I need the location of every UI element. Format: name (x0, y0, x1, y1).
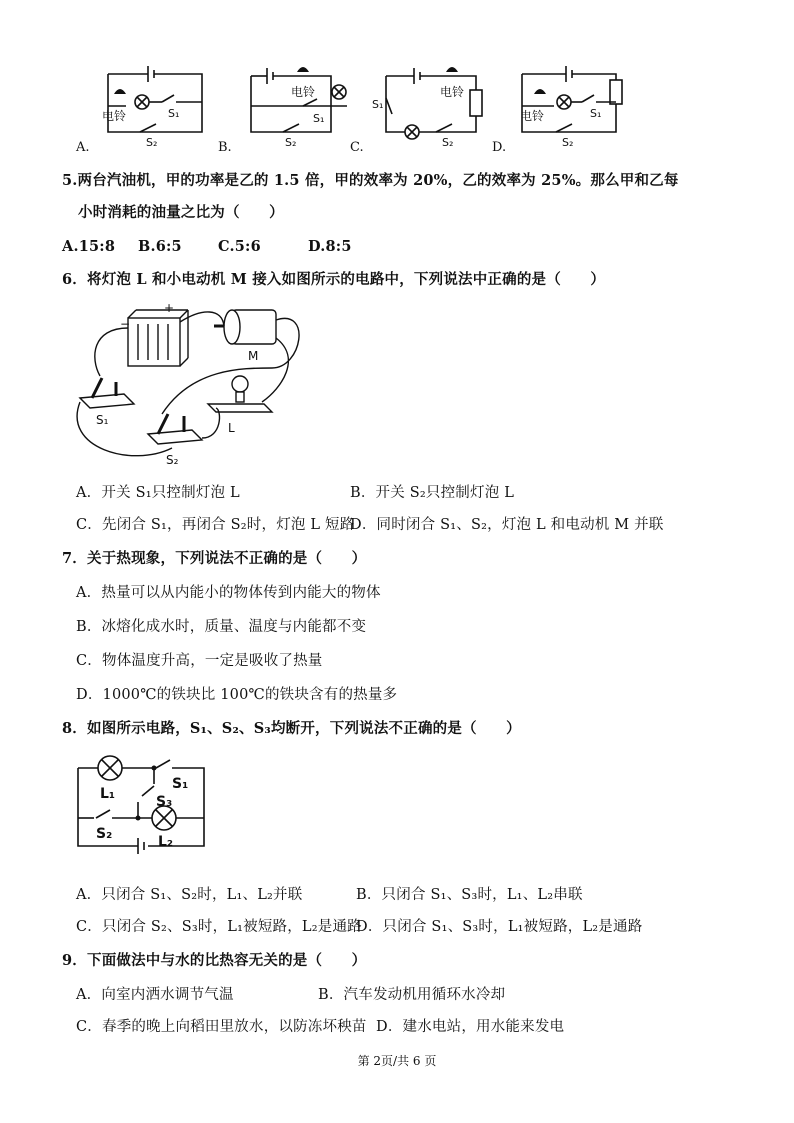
q8-fig-s1: S₁ (172, 776, 189, 792)
bell-label: 电铃 (102, 109, 127, 123)
circuit-figure-c (372, 62, 482, 149)
q6-fig-s1: S₁ (96, 413, 109, 427)
q7-option-d: D．1000℃的铁块比 100℃的铁块含有的热量多 (76, 687, 398, 703)
s1-label: S₁ (590, 107, 602, 120)
q6-fig-minus: − (120, 317, 131, 331)
q8-option-a: A．只闭合 S₁、S₂时，L₁、L₂并联 (76, 887, 303, 903)
q6-option-a: A．开关 S₁只控制灯泡 L (76, 485, 240, 501)
q6-physical-circuit-figure (72, 298, 312, 478)
s1-label: S₁ (168, 107, 180, 120)
page-number-footer: 第 2页/共 6 页 (357, 1054, 437, 1068)
option-d-label: D. (492, 140, 507, 155)
q5-option-c: C.5:6 (218, 238, 261, 255)
q6-fig-plus: + (164, 301, 175, 315)
q7-option-b: B．冰熔化成水时，质量、温度与内能都不变 (76, 619, 367, 635)
bell-label: 电铃 (520, 109, 545, 123)
s2-label: S₂ (442, 136, 454, 149)
q8-option-b: B．只闭合 S₁、S₃时，L₁、L₂串联 (356, 887, 583, 903)
circuit-figure-b (243, 62, 353, 149)
circuit-figure-d (514, 62, 634, 149)
q8-circuit-figure (74, 754, 214, 864)
q9-stem: 9．下面做法中与水的比热容无关的是（ ） (62, 952, 367, 969)
q6-fig-l: L (228, 421, 235, 435)
s2-label: S₂ (146, 136, 158, 149)
q5-option-d: D.8:5 (308, 238, 352, 255)
q7-stem: 7．关于热现象，下列说法不正确的是（ ） (62, 550, 367, 567)
q6-fig-s2: S₂ (166, 453, 179, 467)
circuit-figure-a (100, 62, 210, 149)
q8-fig-l2: L₂ (158, 834, 174, 850)
q8-stem: 8．如图所示电路，S₁、S₂、S₃均断开，下列说法不正确的是（ ） (62, 720, 521, 737)
q8-fig-s2: S₂ (96, 826, 113, 842)
q5-option-a: A.15:8 (62, 238, 116, 255)
q9-option-a: A．向室内洒水调节气温 (76, 987, 234, 1003)
q8-option-d: D．只闭合 S₁、S₃时，L₁被短路，L₂是通路 (356, 919, 643, 935)
option-a-label: A. (76, 140, 90, 155)
option-b-label: B. (218, 140, 232, 155)
bell-label: 电铃 (291, 85, 316, 99)
q5-stem-line2: 小时消耗的油量之比为（ ） (78, 204, 284, 221)
q8-fig-s3: S₃ (156, 794, 173, 810)
q6-option-d: D．同时闭合 S₁、S₂，灯泡 L 和电动机 M 并联 (350, 517, 664, 533)
bell-label: 电铃 (440, 85, 465, 99)
s2-label: S₂ (562, 136, 574, 149)
q6-option-b: B．开关 S₂只控制灯泡 L (350, 485, 515, 501)
q6-fig-m: M (248, 349, 259, 363)
q5-option-b: B.6:5 (138, 238, 182, 255)
s1-label: S₁ (313, 112, 325, 125)
option-c-label: C. (350, 140, 364, 155)
q8-fig-l1: L₁ (100, 786, 116, 802)
q7-option-c: C．物体温度升高，一定是吸收了热量 (76, 653, 323, 669)
s2-label: S₂ (285, 136, 297, 149)
q9-option-c: C．春季的晚上向稻田里放水，以防冻坏秧苗 (76, 1019, 367, 1035)
q5-stem-line1: 5.两台汽油机，甲的功率是乙的 1.5 倍，甲的效率为 20%，乙的效率为 25%。那么甲和乙每 (62, 172, 679, 189)
q6-option-c: C．先闭合 S₁，再闭合 S₂时，灯泡 L 短路 (76, 517, 355, 533)
q9-option-d: D．建水电站，用水能来发电 (376, 1019, 565, 1035)
q7-option-a: A．热量可以从内能小的物体传到内能大的物体 (76, 585, 381, 601)
q6-stem: 6．将灯泡 L 和小电动机 M 接入如图所示的电路中，下列说法中正确的是（ ） (62, 271, 606, 288)
s1-label: S₁ (372, 98, 384, 111)
q8-option-c: C．只闭合 S₂、S₃时，L₁被短路，L₂是通路 (76, 919, 362, 935)
q9-option-b: B．汽车发动机用循环水冷却 (318, 987, 506, 1003)
